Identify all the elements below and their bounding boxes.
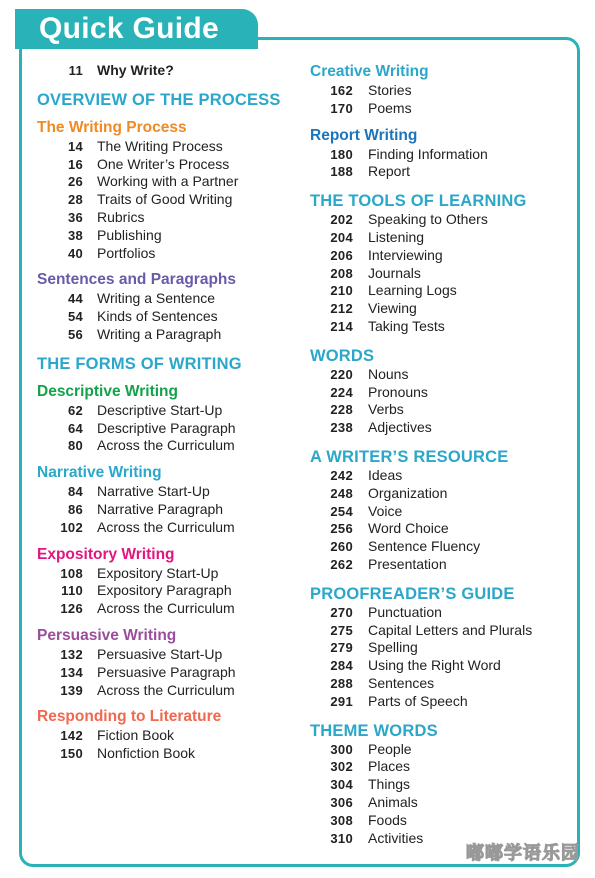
- tools-list: [310, 211, 570, 336]
- page-number: 14: [67, 138, 83, 154]
- subsection-heading-report: Report Writing: [310, 126, 418, 144]
- subsection-heading-descriptive: Descriptive Writing: [37, 382, 178, 400]
- page-number: 220: [330, 366, 353, 382]
- section-heading-forms: THE FORMS OF WRITING: [37, 354, 242, 373]
- toc-entry[interactable]: [37, 156, 297, 174]
- toc-entry[interactable]: [310, 318, 570, 336]
- toc-entry[interactable]: [37, 745, 297, 763]
- page-number: 139: [60, 682, 83, 698]
- entry-title: Working with a Partner: [97, 173, 239, 190]
- page-number: 214: [330, 318, 353, 334]
- subsection-heading-persuasive: Persuasive Writing: [37, 626, 177, 644]
- toc-entry[interactable]: [37, 308, 297, 326]
- entry-title: Activities: [368, 829, 424, 846]
- entry-title: One Writer’s Process: [97, 155, 230, 172]
- page-number: 108: [60, 565, 83, 581]
- toc-entry[interactable]: [310, 741, 570, 759]
- page-number: 248: [330, 485, 353, 501]
- entry-title: Expository Paragraph: [97, 582, 232, 599]
- entry-title: Rubrics: [97, 208, 145, 225]
- section-heading-words: WORDS: [310, 346, 375, 365]
- proofreader-list: [310, 604, 570, 711]
- entry-title: People: [368, 740, 412, 757]
- entry-title: Finding Information: [368, 145, 488, 162]
- page-number: 134: [60, 664, 83, 680]
- section-heading-theme: THEME WORDS: [310, 721, 438, 740]
- toc-entry[interactable]: [310, 467, 570, 485]
- sentences-list: [37, 290, 297, 343]
- page-number: 180: [330, 146, 353, 162]
- toc-entry[interactable]: [310, 82, 570, 100]
- entry-title: Across the Curriculum: [97, 518, 235, 535]
- toc-entry[interactable]: [310, 538, 570, 556]
- toc-entry[interactable]: [37, 62, 297, 80]
- page-number: 126: [60, 601, 83, 617]
- entry-title: Descriptive Paragraph: [97, 419, 236, 436]
- entry-title: Persuasive Paragraph: [97, 663, 236, 680]
- theme-list: [310, 741, 570, 848]
- literature-list: [37, 727, 297, 763]
- entry-title: Speaking to Others: [368, 211, 488, 228]
- toc-entry[interactable]: [310, 247, 570, 265]
- toc-entry[interactable]: [37, 565, 297, 583]
- toc-entry[interactable]: [310, 100, 570, 118]
- page-number: 44: [67, 291, 83, 307]
- entry-title: Across the Curriculum: [97, 681, 235, 698]
- entry-title: Parts of Speech: [368, 692, 468, 709]
- page-number: 304: [330, 777, 353, 793]
- page-number: 206: [330, 247, 353, 263]
- toc-entry[interactable]: [310, 265, 570, 283]
- toc-entry[interactable]: [37, 664, 297, 682]
- persuasive-list: [37, 646, 297, 699]
- page-number: 38: [67, 227, 83, 243]
- page-number: 204: [330, 229, 353, 245]
- toc-entry[interactable]: [37, 519, 297, 537]
- entry-title: Writing a Sentence: [97, 290, 216, 307]
- page-number: 170: [330, 100, 353, 116]
- toc-entry[interactable]: [310, 485, 570, 503]
- toc-entry[interactable]: [310, 675, 570, 693]
- page-number: 36: [67, 209, 83, 225]
- subsection-heading-expository: Expository Writing: [37, 545, 175, 563]
- entry-title: Sentence Fluency: [368, 538, 481, 555]
- page-number: 56: [67, 326, 83, 342]
- subsection-heading-creative: Creative Writing: [310, 63, 429, 80]
- page-number: 300: [330, 741, 353, 757]
- entry-title: Listening: [368, 228, 425, 245]
- toc-entry[interactable]: [37, 173, 297, 191]
- entry-title: Nonfiction Book: [97, 745, 196, 762]
- entry-title: Punctuation: [368, 603, 442, 620]
- page-number: 279: [330, 640, 353, 656]
- toc-entry[interactable]: [310, 604, 570, 622]
- toc-entry[interactable]: [37, 437, 297, 455]
- page-number: 284: [330, 658, 353, 674]
- page-number: 270: [330, 604, 353, 620]
- entry-title: Capital Letters and Plurals: [368, 621, 533, 638]
- toc-entry[interactable]: [37, 209, 297, 227]
- entry-title: Poems: [368, 99, 412, 116]
- toc-entry[interactable]: [310, 282, 570, 300]
- page-number: 238: [330, 420, 353, 436]
- page-number: 254: [330, 503, 353, 519]
- entry-title: Descriptive Start-Up: [97, 401, 223, 418]
- subsection-heading-sentences: Sentences and Paragraphs: [37, 271, 236, 289]
- page-number: 16: [67, 156, 83, 172]
- toc-entry[interactable]: [310, 146, 570, 164]
- entry-title: Stories: [368, 82, 412, 98]
- page-number: 275: [330, 622, 353, 638]
- toc-entry[interactable]: [310, 300, 570, 318]
- entry-title: Voice: [368, 502, 403, 519]
- toc-entry[interactable]: [37, 138, 297, 156]
- page-number: 64: [67, 420, 83, 436]
- entry-title: Viewing: [368, 300, 417, 317]
- right-column: [310, 62, 570, 847]
- page-number: 62: [67, 402, 83, 418]
- page-number: 260: [330, 539, 353, 555]
- toc-entry[interactable]: [37, 420, 297, 438]
- page-number: 288: [330, 675, 353, 691]
- entry-title: Persuasive Start-Up: [97, 645, 223, 662]
- page-number: 102: [60, 519, 83, 535]
- toc-entry[interactable]: [310, 556, 570, 574]
- entry-title: Expository Start-Up: [97, 564, 219, 581]
- entry-title: Nouns: [368, 365, 409, 382]
- page-number: 306: [330, 794, 353, 810]
- page-number: 212: [330, 301, 353, 317]
- section-heading-overview: OVERVIEW OF THE PROCESS: [37, 90, 281, 109]
- entry-title: Journals: [368, 264, 421, 281]
- entry-title: Using the Right Word: [368, 657, 501, 674]
- page-number: 40: [67, 245, 83, 261]
- toc-entry[interactable]: [310, 812, 570, 830]
- page-number: 228: [330, 402, 353, 418]
- expository-list: [37, 565, 297, 618]
- toc-entry[interactable]: [310, 384, 570, 402]
- page-number: 84: [67, 484, 83, 500]
- page-number: 11: [68, 63, 83, 78]
- toc-entry[interactable]: [310, 520, 570, 538]
- entry-title: Narrative Start-Up: [97, 483, 210, 500]
- toc-entry[interactable]: [310, 229, 570, 247]
- page-number: 86: [67, 501, 83, 517]
- toc-entry[interactable]: [310, 639, 570, 657]
- toc-entry[interactable]: [310, 776, 570, 794]
- entry-title: Foods: [368, 811, 407, 828]
- entry-title: The Writing Process: [97, 137, 223, 154]
- entry-title: Publishing: [97, 226, 162, 243]
- toc-entry[interactable]: [37, 600, 297, 618]
- page-number: 132: [60, 646, 83, 662]
- entry-title: Learning Logs: [368, 282, 457, 299]
- resource-list: [310, 467, 570, 574]
- entry-title: Sentences: [368, 674, 435, 691]
- creative-list: [310, 82, 570, 118]
- page-number: 142: [60, 728, 83, 744]
- section-heading-proofreader: PROOFREADER’S GUIDE: [310, 584, 515, 603]
- entry-title: Narrative Paragraph: [97, 500, 224, 517]
- toc-entry[interactable]: [310, 366, 570, 384]
- toc-entry[interactable]: [310, 419, 570, 437]
- toc-entry[interactable]: [37, 682, 297, 700]
- toc-entry[interactable]: [37, 326, 297, 344]
- entry-title: Animals: [368, 793, 418, 810]
- toc-entry[interactable]: [37, 501, 297, 519]
- toc-entry[interactable]: [310, 758, 570, 776]
- watermark: 嘟嘟学语乐园: [466, 843, 580, 863]
- toc-entry[interactable]: [37, 191, 297, 209]
- entry-title: Portfolios: [97, 244, 156, 261]
- page-number: 150: [60, 746, 83, 762]
- page-number: 256: [330, 521, 353, 537]
- entry-title: Presentation: [368, 555, 447, 572]
- entry-title: Fiction Book: [97, 727, 175, 744]
- narrative-list: [37, 483, 297, 536]
- writing-process-list: [37, 138, 297, 263]
- page-number: 224: [330, 384, 353, 400]
- entry-title: Verbs: [368, 401, 404, 418]
- page-number: 291: [330, 693, 353, 709]
- entry-title: Interviewing: [368, 246, 443, 263]
- entry-title: Places: [368, 758, 411, 775]
- toc-entry[interactable]: [37, 727, 297, 745]
- section-heading-resource: A WRITER’S RESOURCE: [310, 447, 509, 466]
- entry-title: Word Choice: [368, 520, 449, 537]
- entry-title: Taking Tests: [368, 317, 445, 334]
- page-number: 302: [330, 759, 353, 775]
- entry-title: Writing a Paragraph: [97, 325, 222, 342]
- page-number: 110: [61, 583, 83, 599]
- toc-entry[interactable]: [37, 582, 297, 600]
- page-number: 208: [330, 265, 353, 281]
- toc-entry[interactable]: [310, 794, 570, 812]
- toc-entry[interactable]: [37, 646, 297, 664]
- entry-title: Organization: [368, 484, 448, 501]
- entry-title: Across the Curriculum: [97, 600, 235, 617]
- page-title: Quick Guide: [39, 12, 220, 45]
- entry-title: Pronouns: [368, 383, 428, 400]
- entry-title: Adjectives: [368, 419, 432, 436]
- page-number: 308: [330, 812, 353, 828]
- title-tab: [15, 9, 258, 49]
- entry-title: Things: [368, 776, 411, 793]
- subsection-heading-literature: Responding to Literature: [37, 708, 222, 726]
- page-number: 310: [330, 830, 353, 846]
- page-number: 262: [330, 556, 353, 572]
- toc-entry[interactable]: [310, 163, 570, 181]
- toc-entry[interactable]: [37, 245, 297, 263]
- words-list: [310, 366, 570, 437]
- page-number: 26: [67, 174, 83, 190]
- page-number: 28: [67, 192, 83, 208]
- entry-title: Ideas: [368, 466, 403, 483]
- page-number: 210: [330, 283, 353, 299]
- toc-entry[interactable]: [310, 211, 570, 229]
- entry-title: Traits of Good Writing: [97, 191, 233, 208]
- entry-title: Spelling: [368, 639, 418, 656]
- page-number: 242: [330, 467, 353, 483]
- entry-title: Why Write?: [97, 62, 174, 78]
- toc-entry[interactable]: [37, 402, 297, 420]
- toc-entry[interactable]: [310, 693, 570, 711]
- toc-entry[interactable]: [310, 401, 570, 419]
- page-number: 162: [330, 83, 353, 98]
- entry-title: Kinds of Sentences: [97, 308, 218, 325]
- page-number: 54: [67, 309, 83, 325]
- toc-entry[interactable]: [310, 657, 570, 675]
- page-number: 202: [330, 212, 353, 228]
- section-heading-tools: THE TOOLS OF LEARNING: [310, 192, 527, 211]
- toc-entry[interactable]: [310, 503, 570, 521]
- toc-entry[interactable]: [37, 290, 297, 308]
- report-list: [310, 146, 570, 182]
- toc-entry[interactable]: [37, 227, 297, 245]
- page-number: 80: [67, 438, 83, 454]
- left-column: [37, 62, 297, 763]
- page-number: 188: [330, 164, 353, 180]
- subsection-heading-narrative: Narrative Writing: [37, 464, 162, 482]
- entry-title: Across the Curriculum: [97, 437, 235, 454]
- toc-entry[interactable]: [310, 622, 570, 640]
- toc-entry[interactable]: [37, 483, 297, 501]
- subsection-heading-writing-process: The Writing Process: [37, 118, 187, 136]
- descriptive-list: [37, 402, 297, 455]
- entry-title: Report: [368, 163, 411, 180]
